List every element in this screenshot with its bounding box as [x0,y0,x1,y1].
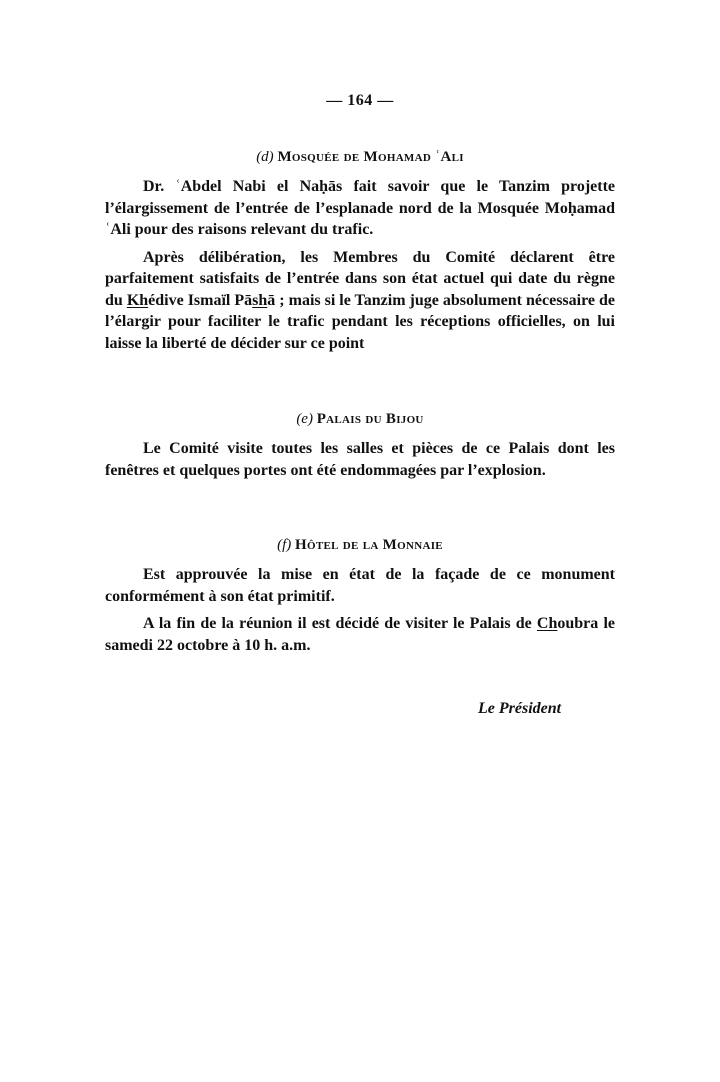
signature: Le Président [478,700,562,717]
page-number: — 164 — [326,92,394,109]
section-hotel-monnaie [105,534,615,662]
section-title: Hôtel de la Monnaie [295,537,443,553]
underlined-transliteration: Ch [536,615,558,632]
paragraph-text: Est approuvée la mise en état de la façade de ce monument conformément à son état primitif. [105,566,615,605]
paragraph-text: oubra le samedi 22 octobre à 10 h. a.m. [105,615,615,654]
paragraph [105,613,615,656]
section-palais-bijou [105,408,615,487]
paragraph [105,438,615,481]
section-title: Mosquée de Mohamad ʿAli [277,149,464,165]
paragraph-text: A la fin de la réunion il est décidé de visiter le Palais de [143,615,537,632]
paragraph-text: édive Ismaïl Pā [148,291,253,309]
section-letter: (f) [277,537,292,553]
section-heading [105,146,615,168]
section-heading [105,408,615,430]
paragraph [105,176,615,241]
section-letter: (d) [256,149,274,165]
paragraph [105,247,615,355]
paragraph-text: ā ; mais si le Tanzim juge absolument nécessaire de l’élargir pour faciliter le trafic pendant les réceptions officielles, on lui laisse la liberté de décider sur ce point [105,291,616,352]
section-letter: (e) [296,411,313,427]
paragraph-text: Le Comité visite toutes les salles et pièces de ce Palais dont les fenêtres et quelques portes ont été endommagées par l’explosion. [105,440,615,479]
section-heading [105,534,615,556]
underlined-transliteration: sh [252,291,268,309]
paragraph [105,564,615,607]
section-title: Palais du Bijou [316,411,424,427]
underlined-transliteration: Kh [126,291,149,309]
paragraph-text: Après délibération, les Membres du Comité déclarent être parfaitement satisfaits de l’entrée dans son état actuel qui date du règne du [105,248,615,309]
section-mosquee [105,146,615,360]
paragraph-text: Dr. ʿAbdel Nabi el Naḥās fait savoir que le Tanzim projette l’élargissement de l’entrée de l’esplanade nord de la Mosquée Moḥamad ʿAli pour des raisons relevant du trafic. [105,178,615,238]
